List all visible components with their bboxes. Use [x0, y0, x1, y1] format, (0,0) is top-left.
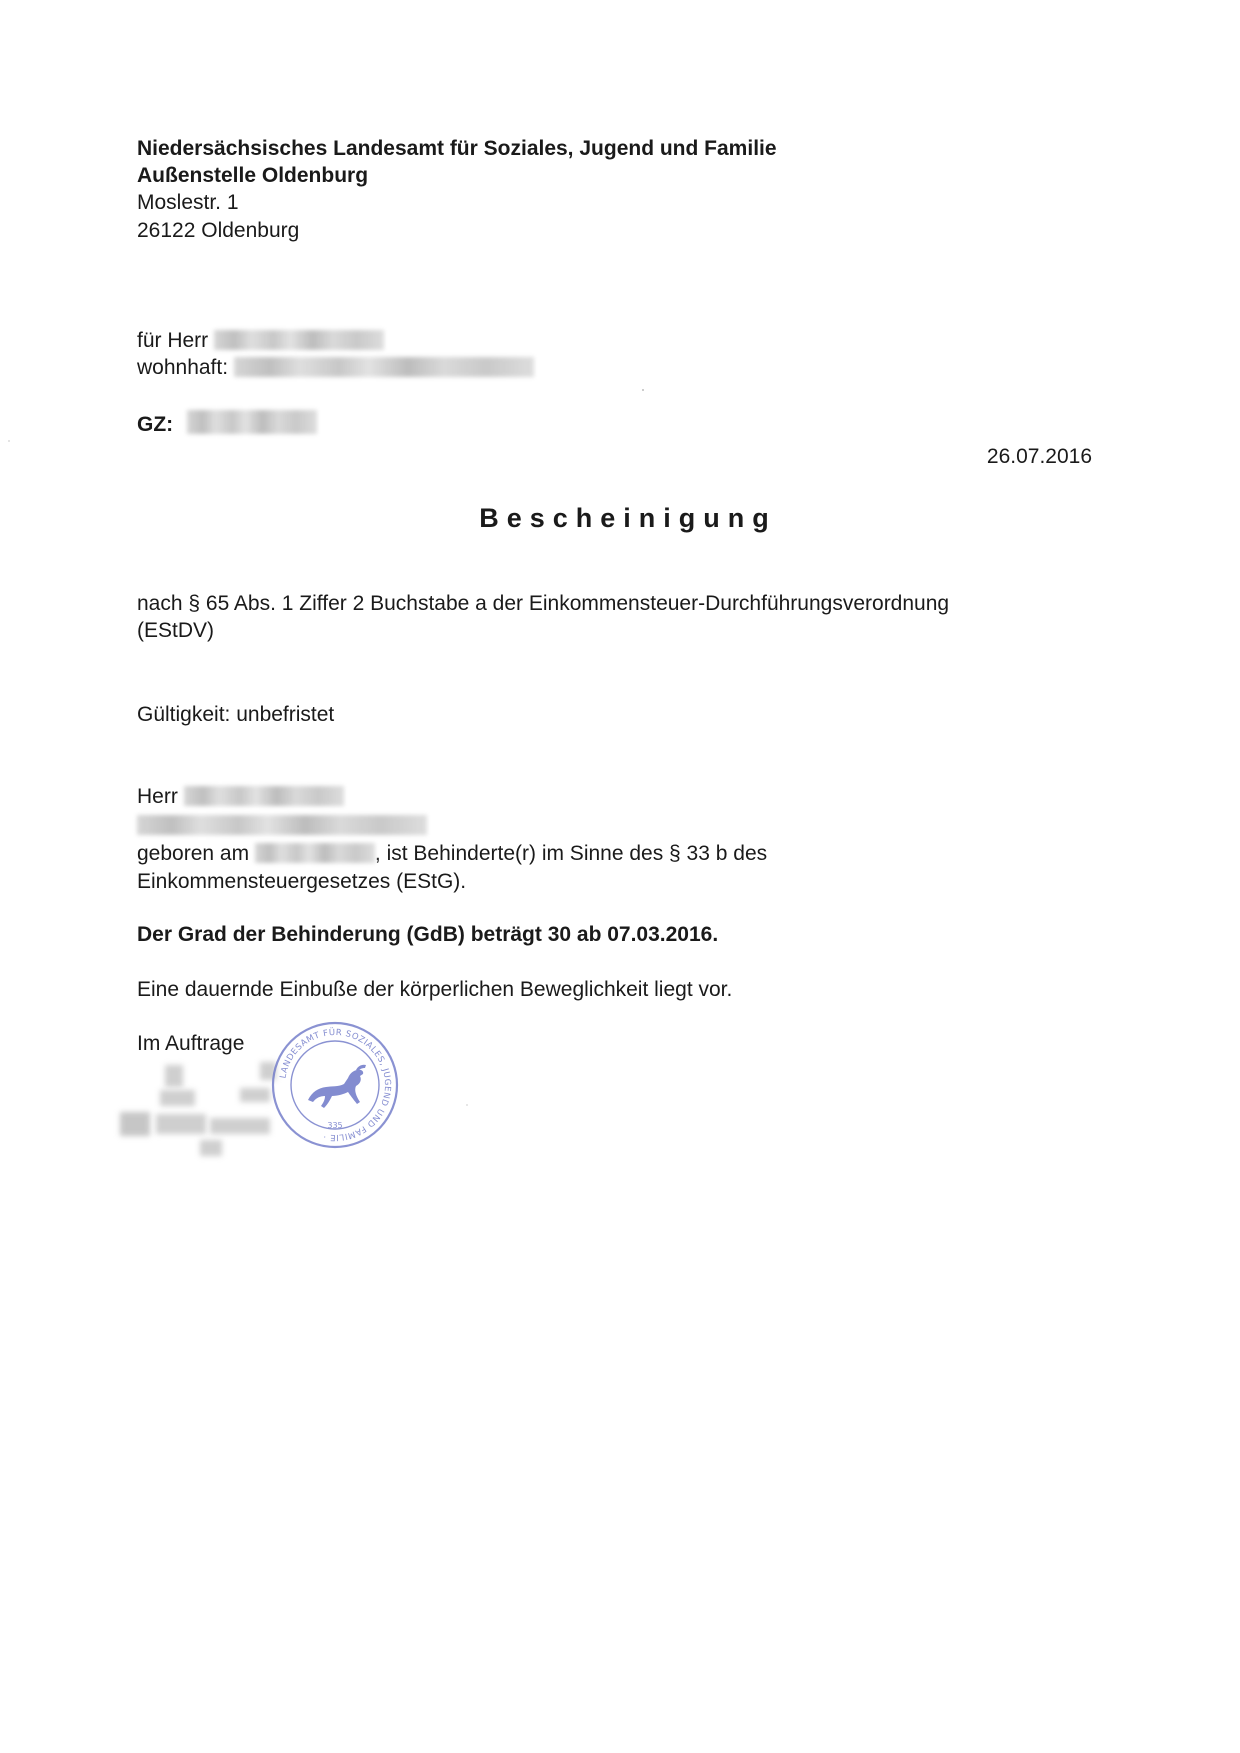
document-title: Bescheinigung — [479, 503, 777, 533]
official-seal — [268, 1018, 402, 1152]
reference-line — [137, 410, 317, 438]
degree-statement: Der Grad der Behinderung (GdB) beträgt 30 ab 07.03.2016. — [137, 923, 719, 946]
redacted-birth-date — [255, 843, 375, 863]
recipient-residence-label: wohnhaft: — [137, 356, 229, 379]
horse-emblem-icon — [308, 1065, 366, 1108]
redacted-reference-number — [187, 410, 317, 434]
legal-basis-line1: nach § 65 Abs. 1 Ziffer 2 Buchstabe a der Einkommensteuer-Durchführungsverordnung — [137, 592, 950, 615]
recipient-for-label: für Herr — [137, 329, 209, 352]
scan-speck — [642, 389, 644, 391]
sender-city: 26122 Oldenburg — [137, 219, 300, 242]
sender-office: Außenstelle Oldenburg — [137, 164, 369, 187]
recipient-residence-line — [137, 354, 534, 381]
born-suffix: , ist Behinderte(r) im Sinne des § 33 b des — [374, 842, 768, 865]
scan-speck — [466, 1104, 468, 1106]
person-salutation: Herr — [137, 785, 178, 808]
legal-basis-line2: (EStDV) — [137, 619, 215, 642]
redacted-recipient-address — [234, 357, 534, 377]
redacted-person-name — [184, 786, 344, 806]
recipient-for-line — [137, 327, 384, 354]
born-label: geboren am — [137, 842, 250, 865]
on-behalf-label: Im Auftrage — [137, 1032, 245, 1055]
scan-speck — [8, 440, 10, 442]
person-name-line — [137, 783, 344, 810]
redacted-recipient-name — [214, 330, 384, 350]
reference-label: GZ: — [137, 413, 174, 436]
stamp-number: 335 — [327, 1121, 343, 1130]
sender-name: Niedersächsisches Landesamt für Soziales, Jugend und Familie — [137, 137, 777, 160]
redacted-person-address — [137, 815, 427, 835]
sender-street: Moslestr. 1 — [137, 191, 239, 214]
validity-statement: Gültigkeit: unbefristet — [137, 703, 335, 726]
person-birth-line — [137, 840, 767, 867]
person-address-line — [137, 812, 427, 839]
law-reference-line: Einkommensteuergesetzes (EStG). — [137, 870, 467, 893]
document-date: 26.07.2016 — [986, 445, 1092, 468]
mobility-statement: Eine dauernde Einbuße der körperlichen Beweglichkeit liegt vor. — [137, 978, 733, 1001]
svg-text:LANDESAMT FÜR SOZIALES, JUGEND: LANDESAMT FÜR SOZIALES, JUGEND UND FAMILIE · — [278, 1027, 393, 1143]
